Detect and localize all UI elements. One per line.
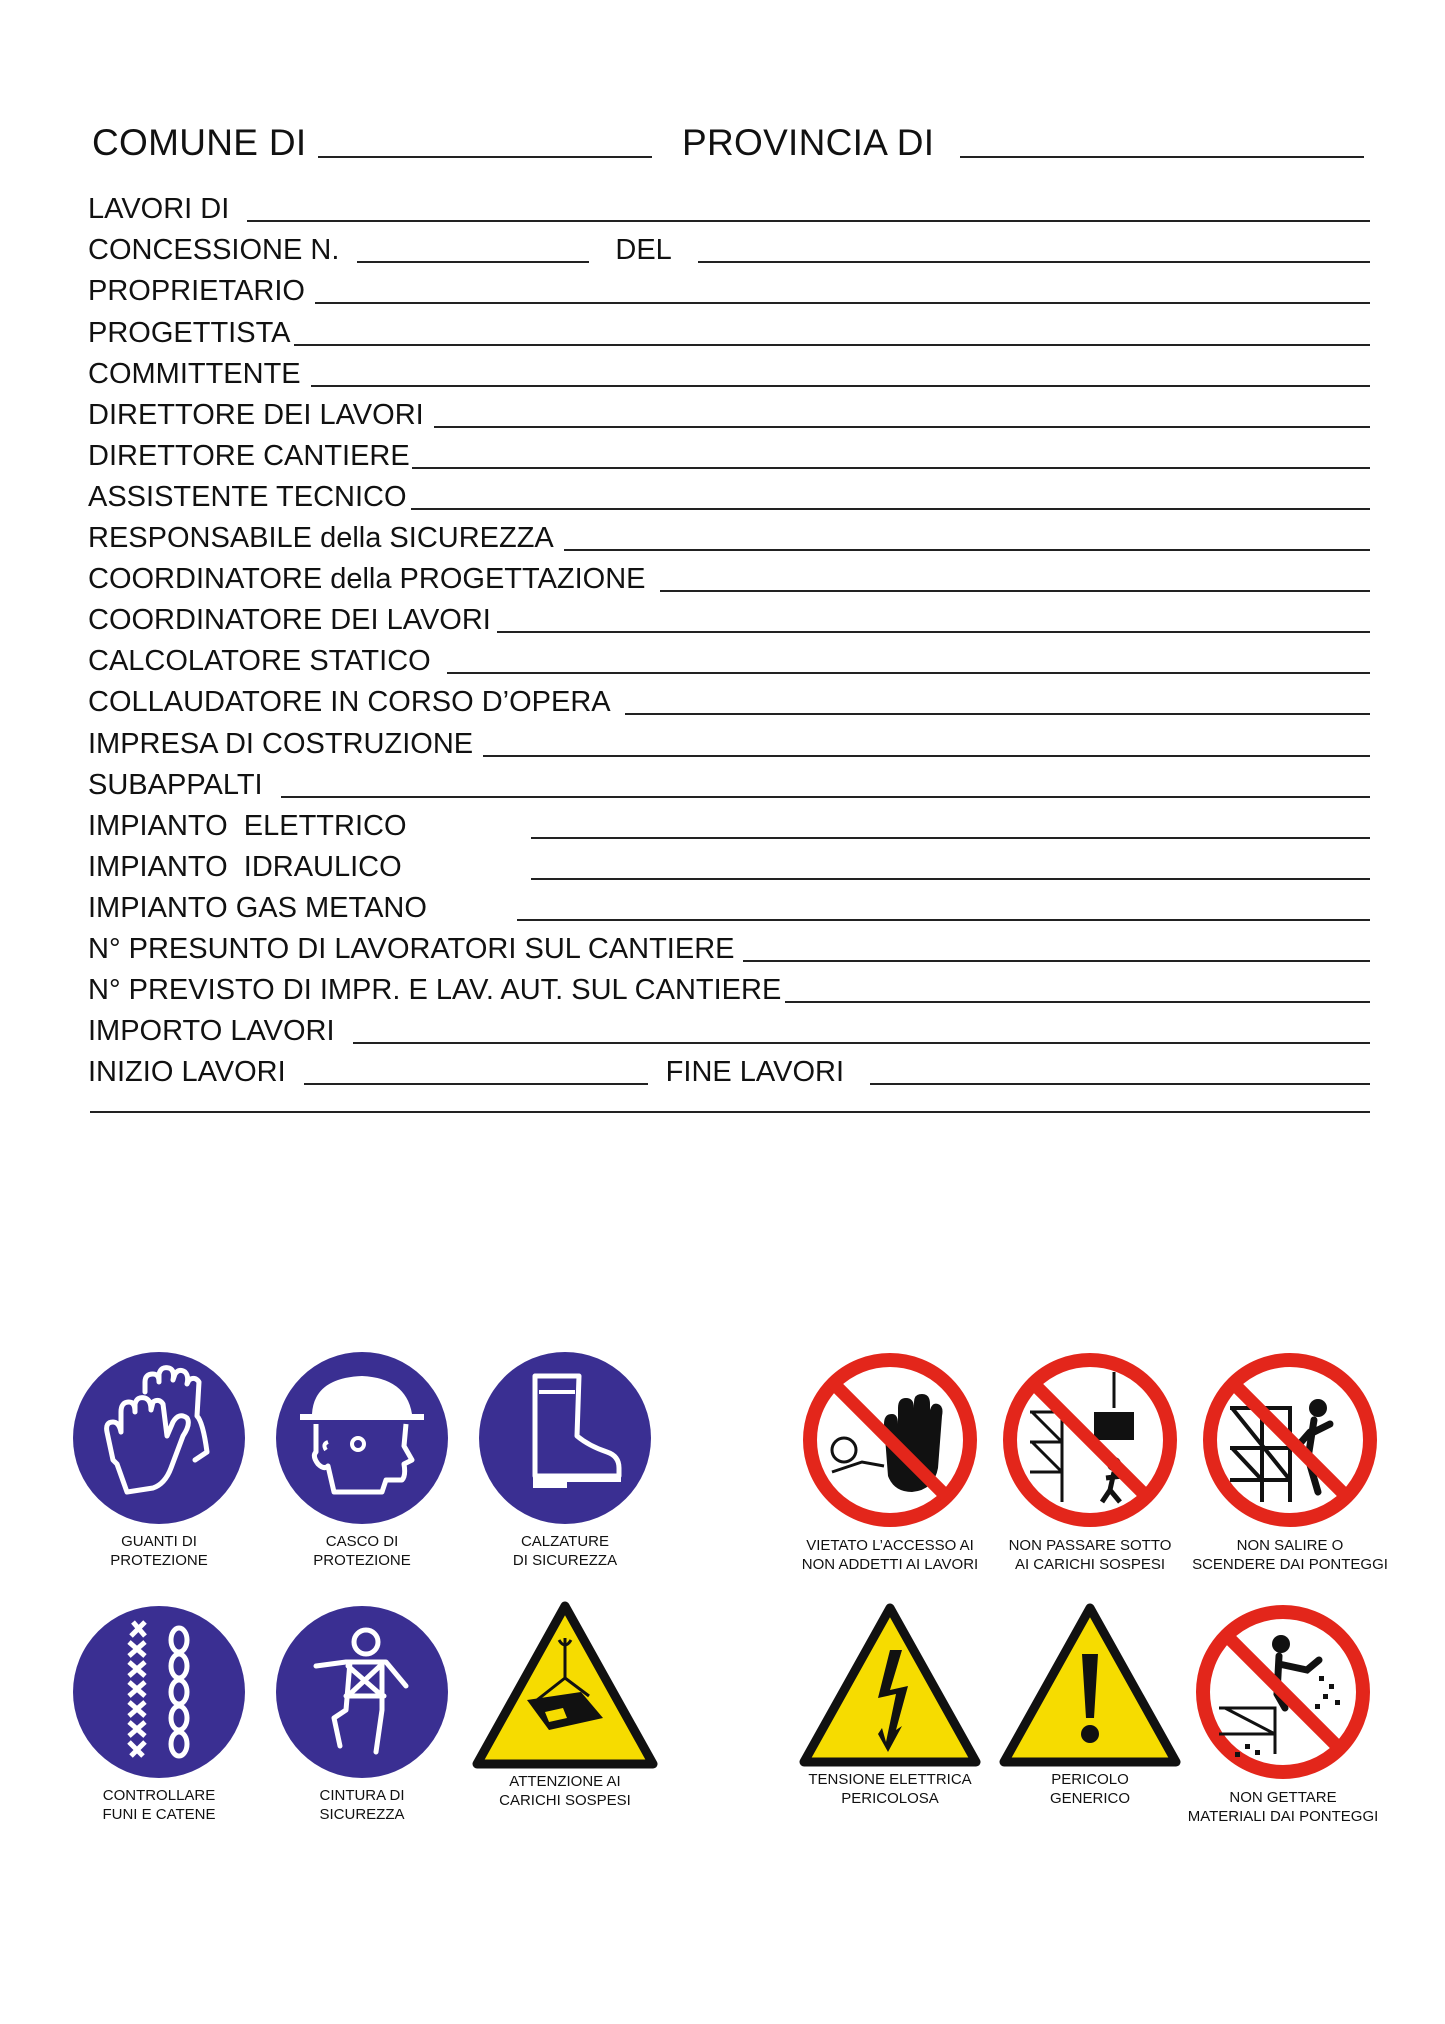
importo-blank[interactable] [353, 1042, 1370, 1044]
row-inizio-fine [88, 1055, 1370, 1089]
sign-non-gettare [1176, 1604, 1390, 1826]
direttore-lavori-blank[interactable] [434, 426, 1370, 428]
committente-label: COMMITTENTE [88, 358, 301, 390]
del-blank[interactable] [698, 261, 1370, 263]
del-label: DEL [615, 234, 672, 266]
coordinatore-lavori-blank[interactable] [497, 631, 1370, 633]
inizio-label: INIZIO LAVORI [88, 1056, 286, 1088]
row-concessione [88, 233, 1370, 267]
extra-blank-line[interactable] [90, 1111, 1370, 1113]
sign-casco [267, 1352, 457, 1570]
tensione-caption: TENSIONE ELETTRICA PERICOLOSA [808, 1771, 972, 1807]
row-coordinatore-progettazione [88, 562, 1370, 596]
casco-caption: CASCO DI PROTEZIONE [313, 1533, 411, 1569]
progettista-label: PROGETTISTA [88, 317, 291, 349]
gloves-icon [73, 1352, 245, 1524]
provincia-label: PROVINCIA DI [682, 122, 935, 163]
sign-calzature [470, 1352, 660, 1570]
comune-blank[interactable] [318, 156, 652, 158]
progettista-blank[interactable] [294, 344, 1370, 346]
sign-vietato-accesso [790, 1352, 990, 1574]
proprietario-label: PROPRIETARIO [88, 275, 305, 307]
sign-non-salire [1190, 1352, 1390, 1574]
concessione-label: CONCESSIONE N. [88, 234, 340, 266]
vietato-accesso-caption: VIETATO L’ACCESSO AI NON ADDETTI AI LAVORI [801, 1537, 979, 1573]
coordinatore-progettazione-label: COORDINATORE della PROGETTAZIONE [88, 563, 646, 595]
row-impianto-gas [88, 891, 1370, 925]
row-proprietario [88, 274, 1370, 308]
boot-icon [479, 1352, 651, 1524]
row-lavori-di [88, 192, 1370, 226]
impianto-gas-label: IMPIANTO GAS METANO [88, 892, 427, 924]
row-collaudatore [88, 685, 1370, 719]
calzature-caption: CALZATURE DI SICUREZZA [512, 1533, 618, 1569]
collaudatore-label: COLLAUDATORE IN CORSO D’OPERA [88, 686, 611, 718]
general-danger-icon [998, 1602, 1182, 1768]
subappalti-blank[interactable] [281, 796, 1370, 798]
row-n-imprese [88, 973, 1370, 1007]
direttore-cantiere-label: DIRETTORE CANTIERE [88, 440, 410, 472]
impresa-blank[interactable] [483, 755, 1370, 757]
collaudatore-blank[interactable] [625, 713, 1370, 715]
direttore-cantiere-blank[interactable] [412, 467, 1370, 469]
row-calcolatore-statico [88, 644, 1370, 678]
row-n-lavoratori [88, 932, 1370, 966]
row-impianto-idraulico [88, 850, 1370, 884]
impianto-elettrico-label: IMPIANTO ELETTRICO [88, 810, 407, 842]
provincia-field [682, 120, 1364, 164]
n-imprese-label: N° PREVISTO DI IMPR. E LAV. AUT. SUL CANTIERE [88, 974, 782, 1006]
inizio-blank[interactable] [304, 1083, 648, 1085]
safety-harness-icon [276, 1606, 448, 1778]
no-throwing-materials-icon [1195, 1604, 1371, 1780]
no-entry-hand-icon [802, 1352, 978, 1528]
importo-label: IMPORTO LAVORI [88, 1015, 335, 1047]
row-direttore-lavori [88, 398, 1370, 432]
non-salire-caption: NON SALIRE O SCENDERE DAI PONTEGGI [1192, 1537, 1388, 1573]
fine-blank[interactable] [870, 1083, 1370, 1085]
impianto-idraulico-blank[interactable] [531, 878, 1370, 880]
coordinatore-progettazione-blank[interactable] [660, 590, 1370, 592]
row-importo [88, 1014, 1370, 1048]
carichi-sospesi-caption: ATTENZIONE AI CARICHI SOSPESI [499, 1773, 631, 1809]
sign-pericolo [988, 1602, 1192, 1808]
sign-non-passare [990, 1352, 1190, 1574]
row-coordinatore-lavori [88, 603, 1370, 637]
impianto-idraulico-label: IMPIANTO IDRAULICO [88, 851, 402, 883]
coordinatore-lavori-label: COORDINATORE DEI LAVORI [88, 604, 491, 636]
no-pass-under-load-icon [1002, 1352, 1178, 1528]
funi-catene-caption: CONTROLLARE FUNI E CATENE [102, 1787, 216, 1823]
assistente-tecnico-label: ASSISTENTE TECNICO [88, 481, 407, 513]
row-subappalti [88, 768, 1370, 802]
sign-tensione [788, 1602, 992, 1808]
proprietario-blank[interactable] [315, 302, 1370, 304]
n-lavoratori-label: N° PRESUNTO DI LAVORATORI SUL CANTIERE [88, 933, 735, 965]
cintura-caption: CINTURA DI SICUREZZA [319, 1787, 405, 1823]
concessione-blank[interactable] [357, 261, 589, 263]
subappalti-label: SUBAPPALTI [88, 769, 263, 801]
assistente-tecnico-blank[interactable] [411, 508, 1370, 510]
direttore-lavori-label: DIRETTORE DEI LAVORI [88, 399, 424, 431]
impianto-elettrico-blank[interactable] [531, 837, 1370, 839]
calcolatore-statico-label: CALCOLATORE STATICO [88, 645, 431, 677]
ropes-chains-icon [73, 1606, 245, 1778]
suspended-load-warning-icon [471, 1600, 659, 1770]
electrical-hazard-icon [798, 1602, 982, 1768]
row-committente [88, 357, 1370, 391]
row-progettista [88, 316, 1370, 350]
non-passare-caption: NON PASSARE SOTTO AI CARICHI SOSPESI [1008, 1537, 1172, 1573]
sign-funi-catene [64, 1606, 254, 1824]
row-assistente-tecnico [88, 480, 1370, 514]
row-direttore-cantiere [88, 439, 1370, 473]
lavori-di-label: LAVORI DI [88, 193, 230, 225]
row-impresa [88, 727, 1370, 761]
lavori-di-blank[interactable] [247, 220, 1370, 222]
pericolo-caption: PERICOLO GENERICO [1049, 1771, 1130, 1807]
comune-field [92, 120, 652, 164]
n-lavoratori-blank[interactable] [743, 960, 1371, 962]
row-responsabile-sicurezza [88, 521, 1370, 555]
committente-blank[interactable] [311, 385, 1370, 387]
non-gettare-caption: NON GETTARE MATERIALI DAI PONTEGGI [1187, 1789, 1379, 1825]
sign-guanti [64, 1352, 254, 1570]
comune-label: COMUNE DI [92, 122, 307, 163]
guanti-caption: GUANTI DI PROTEZIONE [110, 1533, 208, 1569]
no-climbing-scaffold-icon [1202, 1352, 1378, 1528]
sign-cintura [267, 1606, 457, 1824]
row-impianto-elettrico [88, 809, 1370, 843]
n-imprese-blank[interactable] [785, 1001, 1370, 1003]
sign-carichi-sospesi [462, 1600, 668, 1810]
responsabile-sicurezza-label: RESPONSABILE della SICUREZZA [88, 522, 554, 554]
provincia-blank[interactable] [960, 156, 1364, 158]
calcolatore-statico-blank[interactable] [447, 672, 1370, 674]
impresa-label: IMPRESA DI COSTRUZIONE [88, 728, 474, 760]
fine-label: FINE LAVORI [665, 1056, 845, 1088]
responsabile-sicurezza-blank[interactable] [564, 549, 1370, 551]
helmet-icon [276, 1352, 448, 1524]
impianto-gas-blank[interactable] [517, 919, 1370, 921]
